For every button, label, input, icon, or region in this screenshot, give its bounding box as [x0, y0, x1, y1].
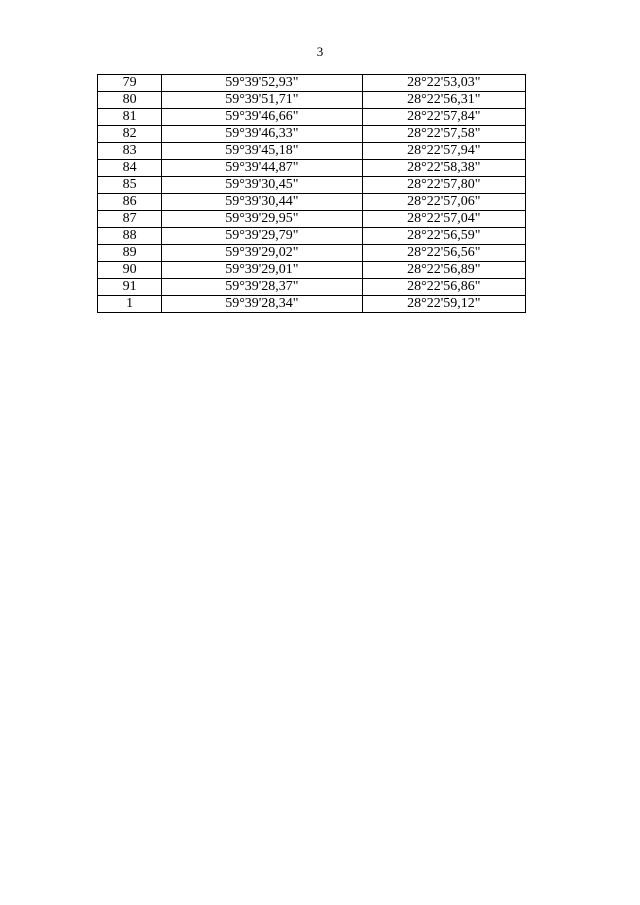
- table-row: [98, 194, 526, 211]
- point-number-cell: 83: [98, 143, 162, 160]
- latitude-cell: 59°39'28,34": [162, 296, 362, 313]
- coordinates-table: [97, 74, 526, 313]
- point-number-cell: 80: [98, 92, 162, 109]
- longitude-cell: 28°22'57,04": [362, 211, 525, 228]
- table-row: [98, 262, 526, 279]
- table-row: [98, 211, 526, 228]
- point-number-cell: 79: [98, 75, 162, 92]
- table-row: [98, 160, 526, 177]
- longitude-cell: 28°22'56,59": [362, 228, 525, 245]
- latitude-cell: 59°39'46,33": [162, 126, 362, 143]
- point-number-cell: 81: [98, 109, 162, 126]
- table-row: [98, 228, 526, 245]
- latitude-cell: 59°39'52,93": [162, 75, 362, 92]
- table-row: [98, 143, 526, 160]
- longitude-cell: 28°22'58,38": [362, 160, 525, 177]
- table-row: [98, 245, 526, 262]
- latitude-cell: 59°39'45,18": [162, 143, 362, 160]
- table-row: [98, 296, 526, 313]
- point-number-cell: 86: [98, 194, 162, 211]
- latitude-cell: 59°39'46,66": [162, 109, 362, 126]
- longitude-cell: 28°22'56,86": [362, 279, 525, 296]
- point-number-cell: 1: [98, 296, 162, 313]
- table-row: [98, 75, 526, 92]
- coordinates-table-body: [98, 75, 526, 313]
- point-number-cell: 85: [98, 177, 162, 194]
- table-row: [98, 109, 526, 126]
- longitude-cell: 28°22'59,12": [362, 296, 525, 313]
- longitude-cell: 28°22'57,80": [362, 177, 525, 194]
- latitude-cell: 59°39'29,79": [162, 228, 362, 245]
- table-row: [98, 92, 526, 109]
- longitude-cell: 28°22'56,31": [362, 92, 525, 109]
- latitude-cell: 59°39'44,87": [162, 160, 362, 177]
- point-number-cell: 90: [98, 262, 162, 279]
- longitude-cell: 28°22'56,56": [362, 245, 525, 262]
- table-row: [98, 177, 526, 194]
- longitude-cell: 28°22'57,58": [362, 126, 525, 143]
- longitude-cell: 28°22'53,03": [362, 75, 525, 92]
- longitude-cell: 28°22'57,06": [362, 194, 525, 211]
- latitude-cell: 59°39'29,95": [162, 211, 362, 228]
- table-row: [98, 126, 526, 143]
- latitude-cell: 59°39'28,37": [162, 279, 362, 296]
- latitude-cell: 59°39'29,02": [162, 245, 362, 262]
- point-number-cell: 91: [98, 279, 162, 296]
- latitude-cell: 59°39'30,45": [162, 177, 362, 194]
- longitude-cell: 28°22'56,89": [362, 262, 525, 279]
- latitude-cell: 59°39'30,44": [162, 194, 362, 211]
- point-number-cell: 89: [98, 245, 162, 262]
- table-row: [98, 279, 526, 296]
- point-number-cell: 87: [98, 211, 162, 228]
- latitude-cell: 59°39'51,71": [162, 92, 362, 109]
- longitude-cell: 28°22'57,84": [362, 109, 525, 126]
- page-number: 3: [316, 44, 324, 59]
- latitude-cell: 59°39'29,01": [162, 262, 362, 279]
- point-number-cell: 84: [98, 160, 162, 177]
- point-number-cell: 88: [98, 228, 162, 245]
- longitude-cell: 28°22'57,94": [362, 143, 525, 160]
- point-number-cell: 82: [98, 126, 162, 143]
